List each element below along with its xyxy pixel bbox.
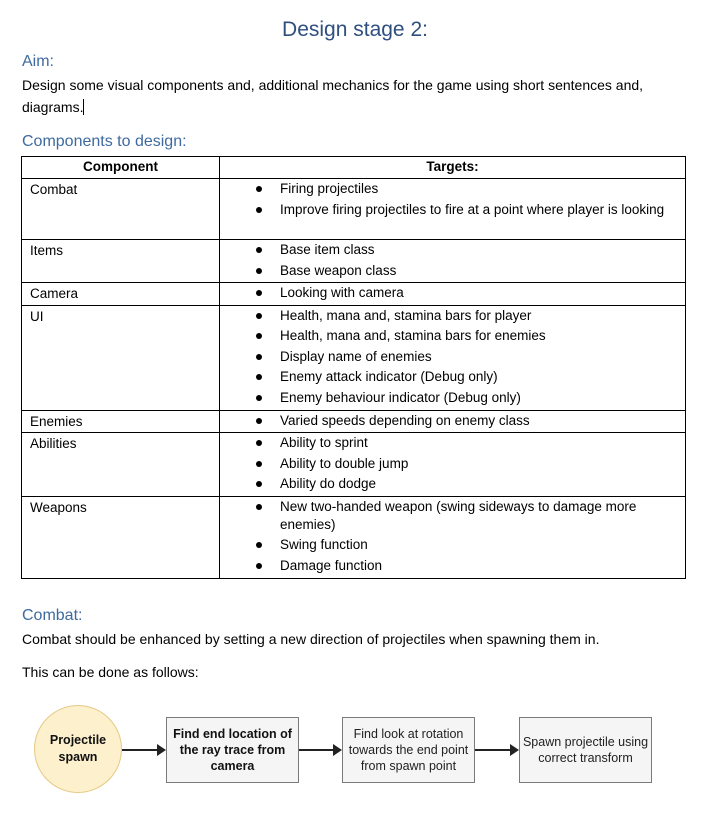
target-item: Health, mana and, stamina bars for enemies — [220, 327, 677, 345]
table-row — [22, 410, 686, 433]
target-item: Ability to sprint — [220, 434, 677, 452]
column-header-targets: Targets: — [220, 157, 686, 179]
target-item: Varied speeds depending on enemy class — [220, 412, 677, 430]
aim-text-content: Design some visual components and, additional mechanics for the game using short sentences and, diagrams. — [22, 77, 644, 115]
table-row — [22, 283, 686, 306]
target-item: Enemy behaviour indicator (Debug only) — [220, 389, 677, 407]
table-row — [22, 305, 686, 410]
target-item: Swing function — [220, 536, 677, 554]
flow-arrow-icon — [475, 749, 517, 751]
targets-cell — [220, 433, 686, 497]
table-row — [22, 496, 686, 578]
flow-node-find-look-rotation: Find look at rotation towards the end point from spawn point — [342, 717, 475, 783]
component-cell: Weapons — [22, 496, 220, 578]
combat-method-intro: This can be done as follows: — [22, 664, 199, 680]
target-item: Ability do dodge — [220, 475, 677, 493]
aim-heading: Aim: — [22, 53, 54, 70]
target-item: Health, mana and, stamina bars for player — [220, 307, 677, 325]
target-item: Improve firing projectiles to fire at a point where player is looking — [220, 201, 677, 219]
table-row — [22, 433, 686, 497]
targets-cell — [220, 496, 686, 578]
component-cell: Enemies — [22, 410, 220, 433]
component-cell: Camera — [22, 283, 220, 306]
target-item: New two-handed weapon (swing sideways to damage more enemies) — [220, 498, 677, 534]
target-item: Base item class — [220, 241, 677, 259]
flow-arrow-icon — [299, 749, 340, 751]
combat-heading: Combat: — [22, 607, 83, 624]
flow-arrow-icon — [122, 749, 164, 751]
text-cursor — [83, 99, 84, 115]
target-item: Firing projectiles — [220, 180, 677, 198]
flow-node-find-end-location: Find end location of the ray trace from camera — [166, 717, 299, 783]
targets-cell — [220, 305, 686, 410]
component-cell: Abilities — [22, 433, 220, 497]
component-cell: Items — [22, 240, 220, 283]
targets-cell — [220, 283, 686, 306]
components-table — [21, 156, 686, 579]
projectile-flowchart — [0, 695, 710, 815]
table-row — [22, 179, 686, 240]
aim-text[interactable] — [22, 75, 692, 118]
targets-cell — [220, 179, 686, 240]
column-header-component: Component — [22, 157, 220, 179]
combat-description: Combat should be enhanced by setting a new direction of projectiles when spawning them in. — [22, 631, 600, 647]
target-item: Display name of enemies — [220, 348, 677, 366]
target-item: Base weapon class — [220, 262, 677, 280]
table-row — [22, 240, 686, 283]
target-item: Looking with camera — [220, 284, 677, 302]
component-cell: Combat — [22, 179, 220, 240]
flow-node-projectile-spawn: Projectile spawn — [34, 705, 122, 793]
components-heading: Components to design: — [22, 133, 187, 150]
targets-cell — [220, 240, 686, 283]
target-item: Damage function — [220, 557, 677, 575]
component-cell: UI — [22, 305, 220, 410]
target-item: Enemy attack indicator (Debug only) — [220, 368, 677, 386]
flow-node-spawn-projectile: Spawn projectile using correct transform — [519, 717, 652, 783]
page-title: Design stage 2: — [282, 18, 428, 41]
targets-cell — [220, 410, 686, 433]
target-item: Ability to double jump — [220, 455, 677, 473]
